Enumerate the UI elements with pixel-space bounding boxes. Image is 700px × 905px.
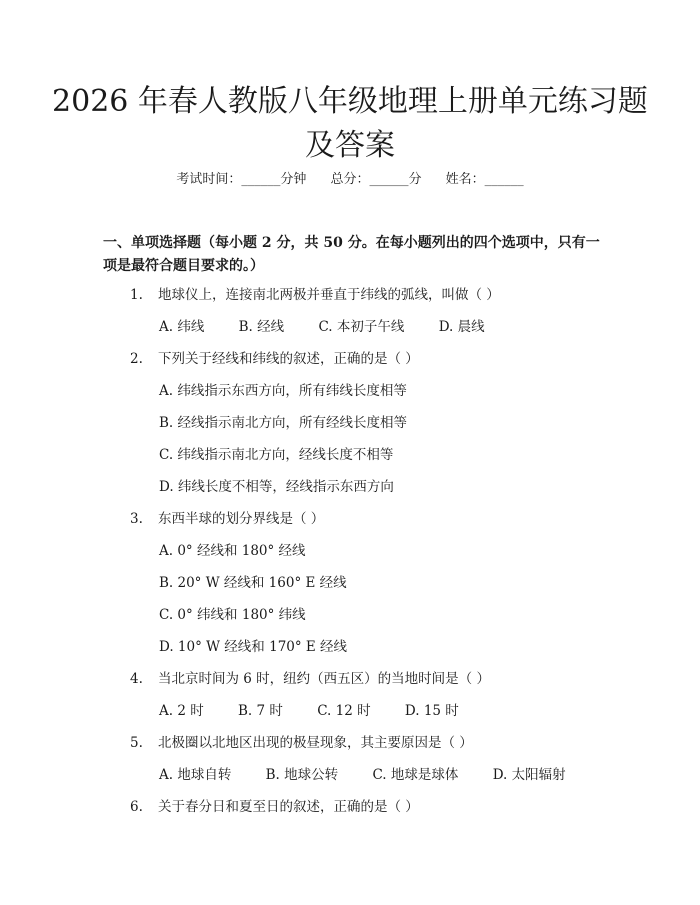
- question-6: [130, 795, 590, 815]
- exam-meta: [0, 168, 700, 187]
- question-1: [130, 283, 590, 303]
- section-heading: 一、单项选择题（每小题 2 分，共 50 分。在每小题列出的四个选项中，只有一项是最符合题目要求的。）: [103, 235, 600, 274]
- option-d: D. 10° W 经线和 170° E 经线: [159, 639, 348, 655]
- option-b: B. 经线指示南北方向，所有经线长度相等: [159, 415, 408, 431]
- option-d: D. 15 时: [404, 703, 459, 719]
- option-c: C. 12 时: [317, 703, 371, 719]
- question-1-options: [159, 315, 515, 335]
- question-text: 当北京时间为 6 时，纽约（西五区）的当地时间是（ ）: [158, 671, 490, 687]
- title-line-2: 及答案: [305, 128, 395, 163]
- option-b: B. 7 时: [238, 703, 283, 719]
- option-d: D. 太阳辐射: [492, 767, 566, 783]
- question-3: [130, 507, 590, 527]
- option-b: B. 20° W 经线和 160° E 经线: [159, 575, 347, 591]
- question-number: 4.: [130, 671, 143, 687]
- exam-time: 考试时间：______分钟: [176, 172, 307, 187]
- question-number: 3.: [130, 511, 143, 527]
- question-text: 地球仪上，连接南北两极并垂直于纬线的弧线，叫做（ ）: [158, 287, 500, 303]
- question-4-options: [159, 699, 489, 719]
- option-c: C. 地球是球体: [372, 767, 459, 783]
- option-d: D. 晨线: [438, 319, 485, 335]
- exam-score: 总分：______分: [330, 172, 422, 187]
- question-4: [130, 667, 590, 687]
- question-5-options: [159, 763, 596, 783]
- title-line-1: 2026 年春人教版八年级地理上册单元练习题: [52, 84, 648, 119]
- document-title: [0, 80, 700, 168]
- option-c: C. 0° 纬线和 180° 纬线: [159, 607, 306, 623]
- option-b: B. 地球公转: [265, 767, 339, 783]
- option-a: A. 纬线: [159, 319, 205, 335]
- student-name: 姓名：______: [445, 172, 524, 187]
- question-text: 下列关于经线和纬线的叙述，正确的是（ ）: [158, 351, 419, 367]
- option-a: A. 0° 经线和 180° 经线: [159, 543, 306, 559]
- option-d: D. 纬线长度不相等，经线指示东西方向: [159, 479, 394, 495]
- option-b: B. 经线: [238, 319, 285, 335]
- question-2: [130, 347, 590, 367]
- option-c: C. 本初子午线: [318, 319, 405, 335]
- option-c: C. 纬线指示南北方向，经线长度不相等: [159, 447, 394, 463]
- question-number: 5.: [130, 735, 143, 751]
- question-text: 北极圈以北地区出现的极昼现象，其主要原因是（ ）: [158, 735, 473, 751]
- option-a: A. 2 时: [159, 703, 204, 719]
- question-5: [130, 731, 590, 751]
- option-a: A. 纬线指示东西方向，所有纬线长度相等: [159, 383, 407, 399]
- question-text: 东西半球的划分界线是（ ）: [158, 511, 325, 527]
- question-number: 2.: [130, 351, 143, 367]
- question-text: 关于春分日和夏至日的叙述，正确的是（ ）: [158, 799, 419, 815]
- question-number: 1.: [130, 287, 143, 303]
- question-number: 6.: [130, 799, 143, 815]
- option-a: A. 地球自转: [159, 767, 232, 783]
